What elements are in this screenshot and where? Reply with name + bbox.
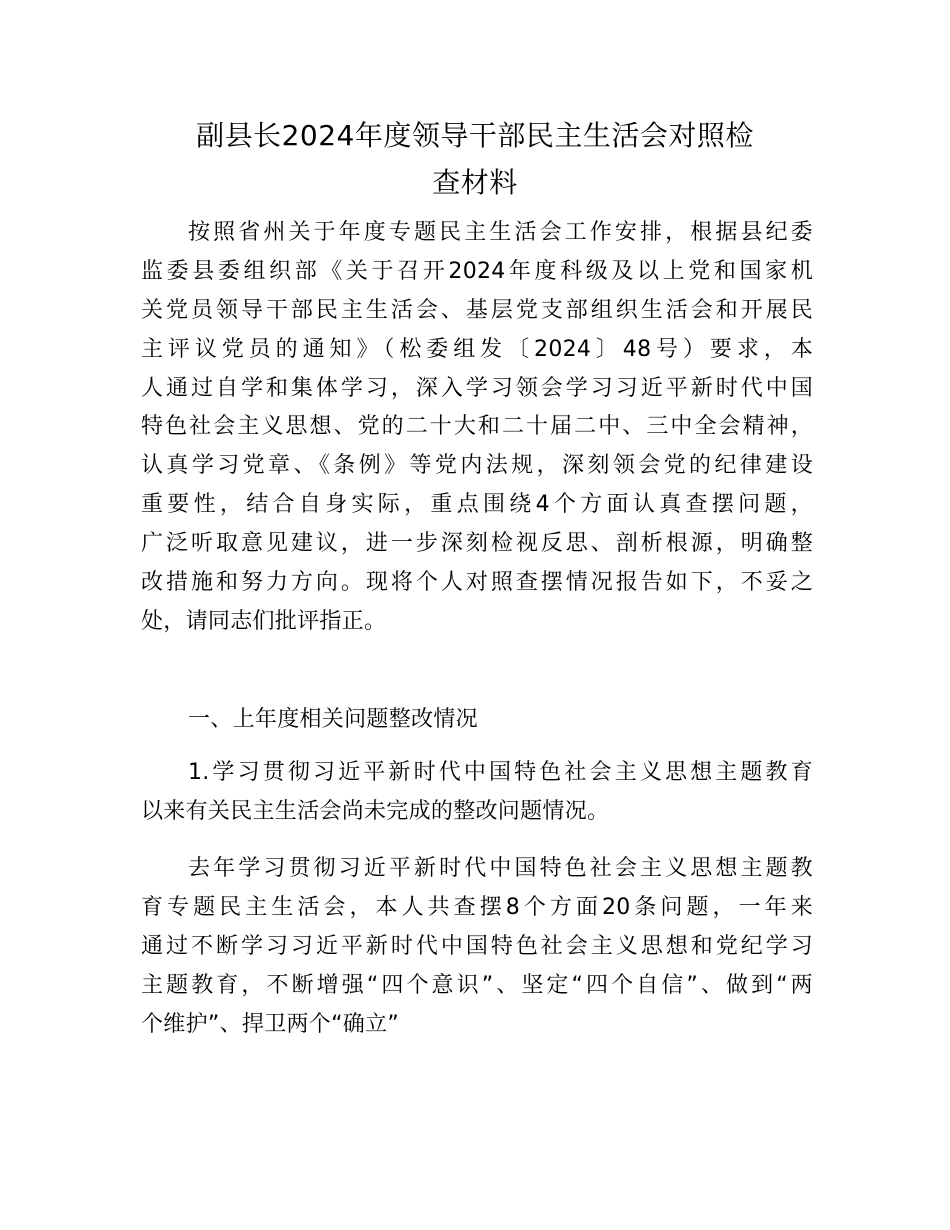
paragraph-line: 广泛听取意见建议，进一步深刻检视反思、剖析根源，明确整: [141, 531, 813, 557]
paragraph-line: 以来有关民主生活会尚未完成的整改问题情况。: [141, 798, 610, 824]
section-heading-text: 一、上年度相关问题整改情况: [188, 707, 478, 732]
paragraph-line: 改措施和努力方向。现将个人对照查摆情况报告如下，不妥之: [141, 570, 813, 596]
paragraph-line: 认真学习党章、《条例》等党内法规，深刻领会党的纪律建设: [141, 453, 813, 479]
paragraph-line: 处，请同志们批评指正。: [141, 608, 387, 634]
title-line: 副县长2024年度领导干部民主生活会对照检: [196, 119, 754, 152]
paragraph-line: 监委县委组织部《关于召开2024年度科级及以上党和国家机: [141, 258, 813, 284]
paragraph-line: 关党员领导干部民主生活会、基层党支部组织生活会和开展民: [141, 297, 813, 323]
paragraph-line: 通过不断学习习近平新时代中国特色社会主义思想和党纪学习: [141, 933, 813, 959]
paragraph-line: 人通过自学和集体学习，深入学习领会学习习近平新时代中国: [141, 375, 813, 401]
paragraph-line: 重要性，结合自身实际，重点围绕4个方面认真查摆问题，: [141, 492, 813, 518]
document-title: [140, 112, 810, 206]
paragraph-line: 主评议党员的通知》（松委组发〔2024〕48号）要求，本: [141, 336, 813, 362]
paragraph-line: 个维护”、捍卫两个“确立”: [141, 1011, 400, 1037]
title-line: 查材料: [432, 166, 518, 199]
intro-paragraph: [141, 214, 813, 642]
paragraph-line: 去年学习贯彻习近平新时代中国特色社会主义思想主题教: [188, 856, 813, 881]
body-paragraph: [141, 850, 813, 1044]
paragraph-line: 1.学习贯彻习近平新时代中国特色社会主义思想主题教育: [188, 760, 813, 785]
subsection-paragraph: [141, 754, 813, 832]
paragraph-line: 育专题民主生活会，本人共查摆8个方面20条问题，一年来: [141, 894, 813, 920]
paragraph-line: 主题教育，不断增强“四个意识”、坚定“四个自信”、做到“两: [141, 972, 813, 998]
section-heading: [141, 701, 813, 740]
paragraph-line: 特色社会主义思想、党的二十大和二十届二中、三中全会精神，: [141, 414, 813, 440]
paragraph-line: 按照省州关于年度专题民主生活会工作安排，根据县纪委: [188, 220, 813, 245]
